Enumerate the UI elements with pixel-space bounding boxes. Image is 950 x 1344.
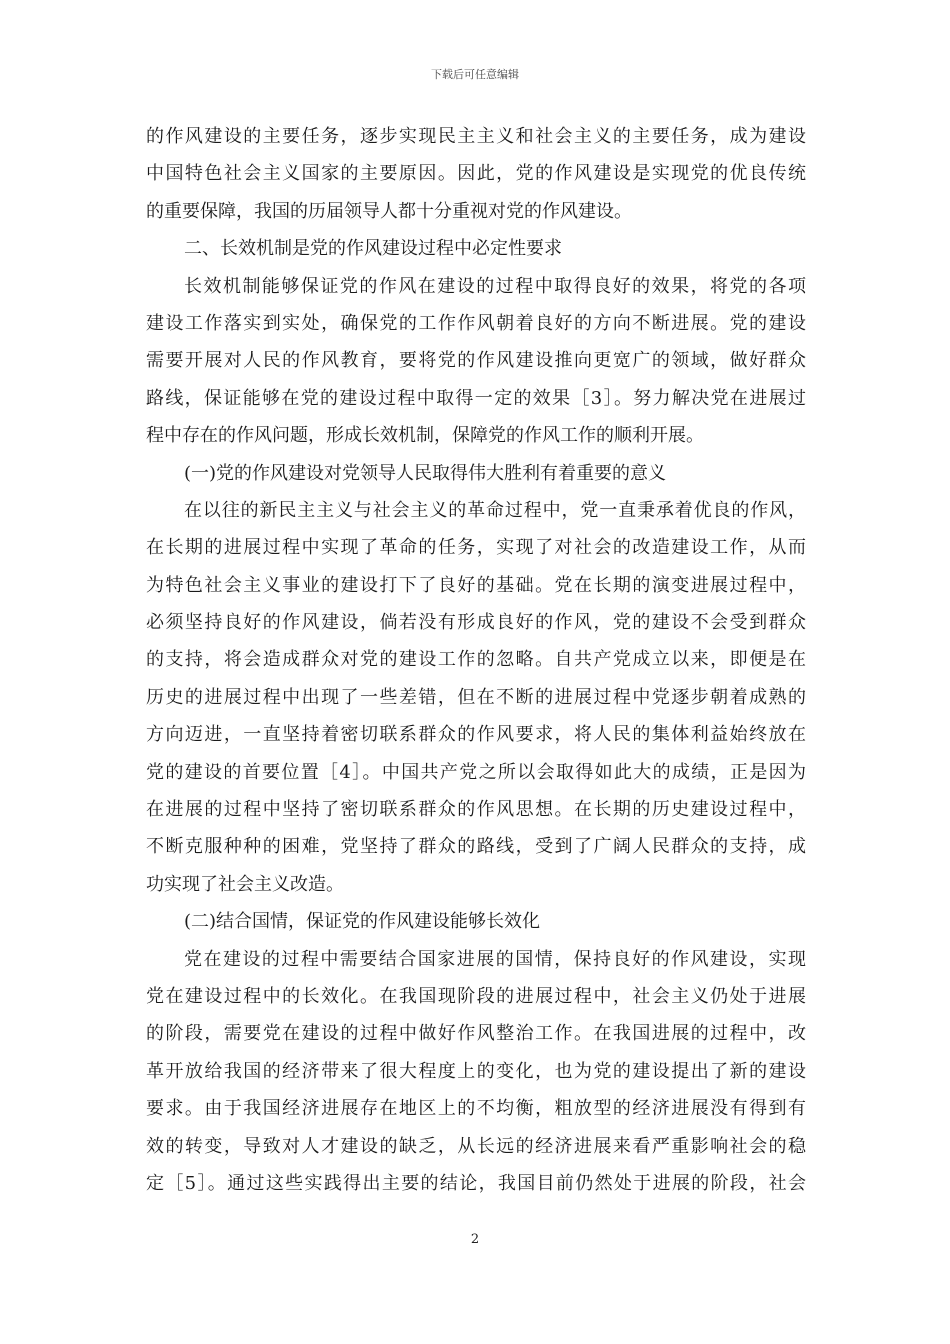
text-line: 方向迈进，一直坚持着密切联系群众的作风要求，将人民的集体利益始终放在 [146, 724, 806, 746]
text-line: 在进展的过程中坚持了密切联系群众的作风思想。在长期的历史建设过程中， [146, 799, 806, 821]
page-number: 2 [470, 1232, 480, 1247]
text-line: 历史的进展过程中出现了一些差错，但在不断的进展过程中党逐步朝着成熟的 [146, 686, 806, 708]
page-header: 下载后可任意编辑 [431, 68, 519, 81]
text-line: 长效机制能够保证党的作风在建设的过程中取得良好的效果，将党的各项 [184, 275, 806, 297]
text-line: 效的转变，导致对人才建设的缺乏，从长远的经济进展来看严重影响社会的稳 [146, 1135, 806, 1157]
text-line: 路线，保证能够在党的建设过程中取得一定的效果［3］。努力解决党在进展过 [146, 387, 806, 409]
text-line: (一)党的作风建设对党领导人民取得伟大胜利有着重要的意义 [184, 462, 667, 484]
text-line: 不断克服种种的困难，党坚持了群众的路线，受到了广阔人民群众的支持，成 [146, 836, 806, 858]
text-line: 的作风建设的主要任务，逐步实现民主主义和社会主义的主要任务，成为建设 [146, 126, 806, 147]
text-line: 二、长效机制是党的作风建设过程中必定性要求 [184, 238, 562, 260]
text-line: 在以往的新民主主义与社会主义的革命过程中，党一直秉承着优良的作风， [184, 499, 806, 521]
text-line: 党的建设的首要位置［4］。中国共产党之所以会取得如此大的成绩，正是因为 [146, 761, 806, 783]
text-line: 要求。由于我国经济进展存在地区上的不均衡，粗放型的经济进展没有得到有 [146, 1098, 806, 1120]
text-line: 中国特色社会主义国家的主要原因。因此，党的作风建设是实现党的优良传统 [146, 163, 806, 185]
text-line: 在长期的进展过程中实现了革命的任务，实现了对社会的改造建设工作，从而 [146, 537, 806, 559]
text-line: 的重要保障，我国的历届领导人都十分重视对党的作风建设。 [146, 200, 632, 222]
text-line: 为特色社会主义事业的建设打下了良好的基础。党在长期的演变进展过程中， [146, 574, 806, 596]
text-line: (二)结合国情，保证党的作风建设能够长效化 [184, 911, 541, 933]
text-line: 程中存在的作风问题，形成长效机制，保障党的作风工作的顺利开展。 [146, 425, 704, 447]
text-line: 功实现了社会主义改造。 [146, 873, 344, 895]
document-body [146, 118, 806, 1202]
text-line: 需要开展对人民的作风教育，要将党的作风建设推向更宽广的领域，做好群众 [146, 350, 806, 372]
text-line: 党在建设过程中的长效化。在我国现阶段的进展过程中，社会主义仍处于进展 [146, 985, 806, 1007]
text-line: 的支持，将会造成群众对党的建设工作的忽略。自共产党成立以来，即便是在 [146, 649, 806, 671]
text-line: 必须坚持良好的作风建设，倘若没有形成良好的作风，党的建设不会受到群众 [146, 612, 806, 634]
text-line: 定［5］。通过这些实践得出主要的结论，我国目前仍然处于进展的阶段，社会 [146, 1172, 806, 1194]
text-line: 的阶段，需要党在建设的过程中做好作风整治工作。在我国进展的过程中，改 [146, 1023, 806, 1045]
text-line: 党在建设的过程中需要结合国家进展的国情，保持良好的作风建设，实现 [184, 948, 806, 970]
text-line: 革开放给我国的经济带来了很大程度上的变化，也为党的建设提出了新的建设 [146, 1060, 806, 1082]
text-line: 建设工作落实到实处，确保党的工作作风朝着良好的方向不断进展。党的建设 [146, 312, 806, 334]
